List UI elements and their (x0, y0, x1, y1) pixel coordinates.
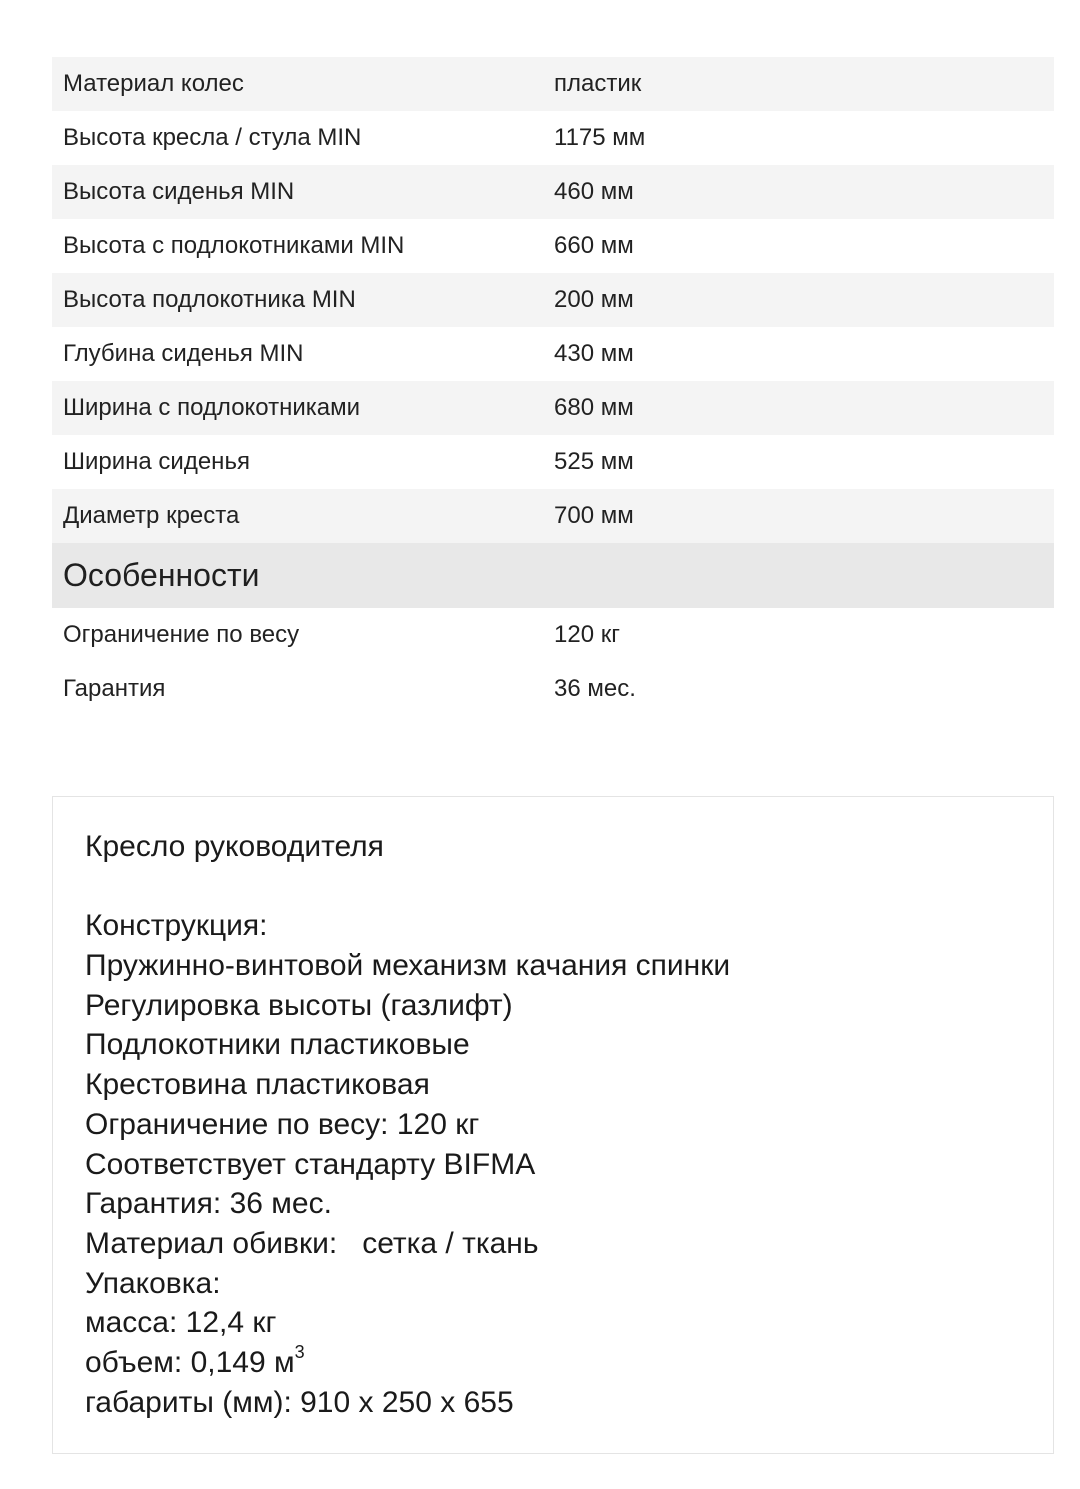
description-title: Кресло руководителя (85, 830, 384, 863)
spacer (85, 867, 1053, 907)
spec-value: 1175 мм (554, 124, 646, 151)
spec-row (52, 489, 1054, 543)
dimensions-line: габариты (мм): 910 х 250 х 655 (85, 1385, 514, 1419)
spec-label: Диаметр креста (63, 502, 240, 529)
spec-label: Глубина сиденья MIN (63, 340, 304, 367)
spec-row (52, 273, 1054, 327)
spec-label: Высота с подлокотниками MIN (63, 232, 405, 259)
spec-value: 525 мм (554, 448, 634, 475)
spec-row (52, 381, 1054, 435)
spec-label: Высота сиденья MIN (63, 178, 295, 205)
description-line: Подлокотники пластиковые (85, 1028, 470, 1062)
feature-value: 36 мес. (554, 675, 636, 702)
spec-value: 700 мм (554, 502, 634, 529)
spec-label: Ширина сиденья (63, 448, 250, 475)
spec-value: 660 мм (554, 232, 634, 259)
features-heading: Особенности (52, 543, 1054, 608)
description-line: Конструкция: (85, 909, 268, 943)
description-line: Материал обивки: сетка / ткань (85, 1226, 539, 1260)
description-line: Упаковка: (85, 1266, 221, 1300)
spec-label: Высота кресла / стула MIN (63, 124, 362, 151)
feature-value: 120 кг (554, 621, 620, 648)
spec-label: Ширина с подлокотниками (63, 394, 361, 421)
spec-row (52, 435, 1054, 489)
description-box (52, 796, 1054, 1454)
spec-value: 460 мм (554, 178, 634, 205)
spec-row (52, 165, 1054, 219)
description-line: Ограничение по весу: 120 кг (85, 1107, 480, 1141)
feature-label: Гарантия (63, 675, 166, 702)
description-line: Крестовина пластиковая (85, 1068, 430, 1102)
spec-label: Материал колес (63, 70, 244, 97)
spec-row (52, 219, 1054, 273)
description-line: Регулировка высоты (газлифт) (85, 988, 513, 1022)
description-line: масса: 12,4 кг (85, 1306, 277, 1340)
volume-text: объем: 0,149 м (85, 1345, 295, 1379)
feature-row (52, 662, 1054, 716)
spec-label: Высота подлокотника MIN (63, 286, 356, 313)
feature-row (52, 608, 1054, 662)
spec-row (52, 57, 1054, 111)
volume-line (85, 1343, 1053, 1383)
volume-superscript: 3 (294, 1341, 305, 1362)
spec-row (52, 111, 1054, 165)
description-line: Гарантия: 36 мес. (85, 1187, 332, 1221)
feature-label: Ограничение по весу (63, 621, 300, 648)
specs-table (52, 57, 1054, 716)
spec-value: 680 мм (554, 394, 634, 421)
spec-value: 430 мм (554, 340, 634, 367)
description-line: Соответствует стандарту BIFMA (85, 1147, 536, 1181)
spec-value: 200 мм (554, 286, 634, 313)
spec-row (52, 327, 1054, 381)
spec-value: пластик (554, 70, 642, 97)
description-line: Пружинно-винтовой механизм качания спинки (85, 949, 731, 983)
